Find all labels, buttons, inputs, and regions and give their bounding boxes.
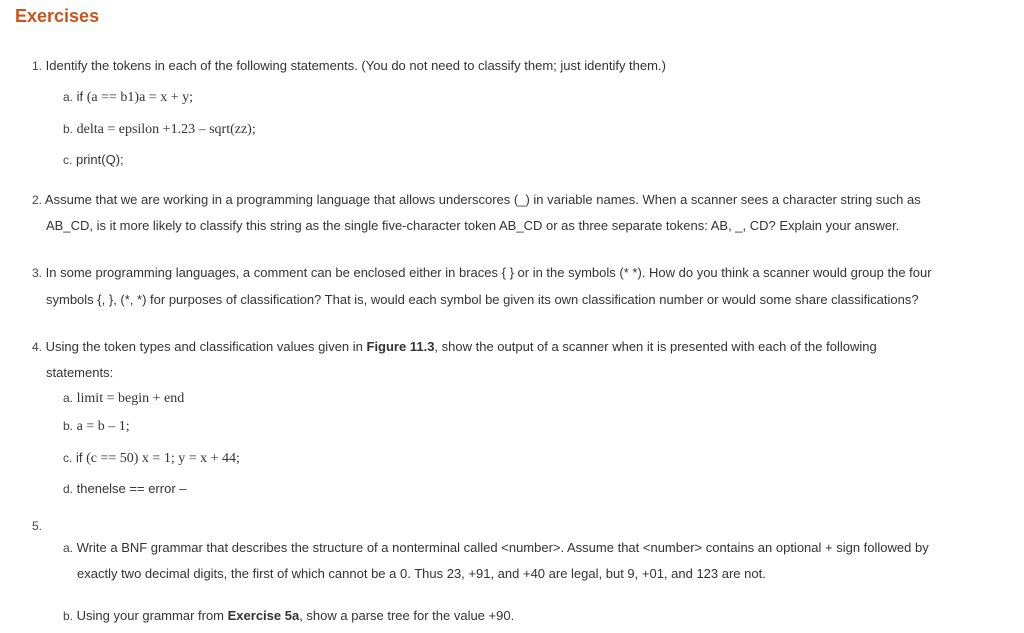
question-3-line-1 — [32, 264, 932, 282]
question-number: 3. — [32, 266, 43, 280]
question-text-end: , show the output of a scanner when it is presented with each of the following — [434, 339, 877, 354]
page-title: Exercises — [15, 6, 100, 26]
question-5a-line-2: exactly two decimal digits, the first of which cannot be a 0. Thus 23, +91, and +40 are legal, but 9, +01, and 123 are not. — [77, 566, 766, 581]
item-expression: delta = epsilon +1.23 – sqrt(zz); — [76, 122, 256, 137]
question-4-line-2: statements: — [46, 365, 114, 380]
item-label: c. — [63, 451, 73, 465]
item-expression: a = b – 1; — [76, 419, 130, 434]
question-number: 2. — [32, 193, 43, 207]
question-1c — [63, 151, 124, 169]
question-4d — [63, 480, 187, 498]
item-prefix: if — [76, 89, 84, 104]
item-label: a. — [63, 541, 74, 555]
question-1a — [63, 88, 193, 107]
item-label: d. — [63, 482, 74, 496]
question-4a — [63, 389, 184, 408]
figure-reference: Figure 11.3 — [366, 339, 435, 354]
question-2-line-2: AB_CD, is it more likely to classify this string as the single five-character token AB_CD or as three separate tokens: AB, _, CD? Explain your answer. — [46, 218, 900, 233]
item-text: print(Q); — [75, 152, 124, 167]
item-text: thenelse == error – — [76, 481, 187, 496]
question-text: Identify the tokens in each of the following statements. (You do not need to classify them; just identify them.) — [45, 58, 666, 73]
question-number: 5. — [32, 519, 43, 533]
question-4c — [63, 449, 240, 468]
item-label: a. — [63, 391, 74, 405]
question-3-line-2: symbols {, }, (*, *) for purposes of classification? That is, would each symbol be given its own classification number or would some share classifications? — [46, 292, 919, 307]
item-label: b. — [63, 122, 74, 136]
question-text-start: Using the token types and classification values given in — [45, 339, 367, 354]
item-label: a. — [63, 90, 74, 104]
question-number: 1. — [32, 59, 43, 73]
item-text-end: , show a parse tree for the value +90. — [299, 608, 515, 623]
item-label: c. — [63, 153, 73, 167]
question-5-number — [32, 517, 42, 535]
item-text-start: Using your grammar from — [76, 608, 228, 623]
question-1b — [63, 120, 256, 139]
question-4b — [63, 417, 130, 436]
item-expression: limit = begin + end — [76, 391, 185, 406]
item-label: b. — [63, 609, 74, 623]
item-expression: (c == 50) x = 1; y = x + 44; — [86, 451, 240, 466]
item-text: Write a BNF grammar that describes the structure of a nonterminal called <number>. Assume that <number> contains an optional + sign followed by — [76, 540, 929, 555]
question-number: 4. — [32, 340, 43, 354]
question-2-line-1 — [32, 191, 921, 209]
question-text: Assume that we are working in a programming language that allows underscores (_) in variable names. When a scanner sees a character string such as — [44, 192, 921, 207]
question-5a-line-1 — [63, 539, 929, 557]
item-expression: (a == b1)a = x + y; — [86, 90, 193, 105]
item-prefix: if — [75, 450, 83, 465]
question-1 — [32, 57, 666, 75]
exercise-reference: Exercise 5a — [227, 608, 300, 623]
question-4-line-1 — [32, 338, 877, 356]
question-text: In some programming languages, a comment can be enclosed either in braces { } or in the symbols (* *). How do you think a scanner would group the four — [45, 265, 932, 280]
item-label: b. — [63, 419, 74, 433]
question-5b — [63, 607, 514, 625]
